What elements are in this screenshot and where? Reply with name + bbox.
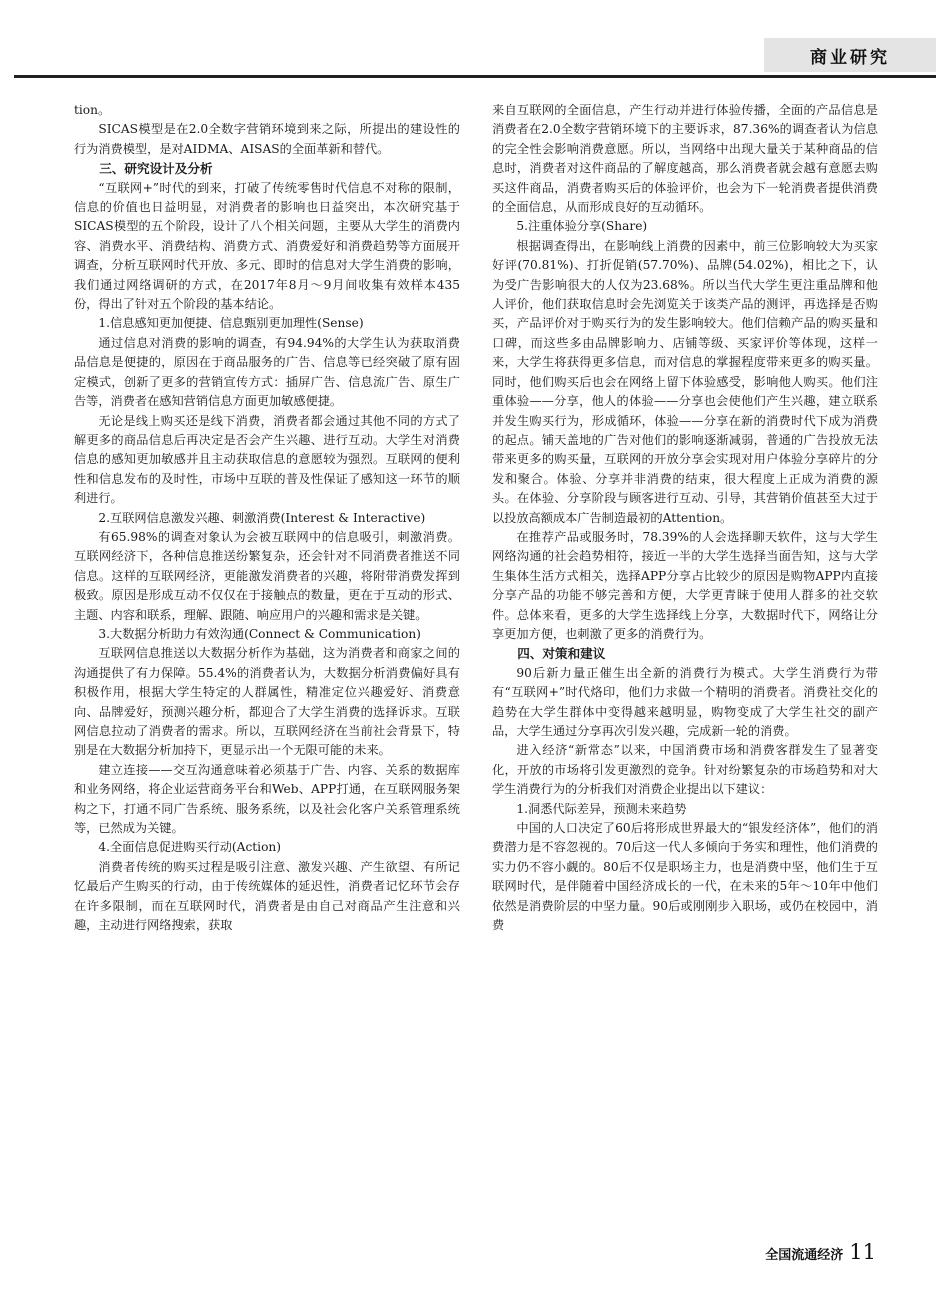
subsection-heading: 1.信息感知更加便捷、信息甄别更加理性(Sense): [98, 316, 364, 331]
paragraph: 消费者传统的购买过程是吸引注意、激发兴趣、产生欲望、有所记忆最后产生购买的行动，由于传统媒体的延迟性，消费者记忆环节会存在许多限制，而在互联网时代，消费者是由自己对商品产生注意和兴趣，主动进行网络搜索，获取: [74, 859, 460, 933]
paragraph: 通过信息对消费的影响的调查，有94.94%的大学生认为获取消费品信息是便捷的，原因在于商品服务的广告、信息等已经突破了原有固定模式，创新了更多的营销宣传方式：插屏广告、信息流广告、原生广告等，消费者在感知营销信息方面更加敏感便捷。: [74, 335, 460, 409]
paragraph: 无论是线上购买还是线下消费，消费者都会通过其他不同的方式了解更多的商品信息后再决定是否会产生兴趣、进行互动。大学生对消费信息的感知更加敏感并且主动获取信息的意愿较为强烈。互联网的便利性和信息发布的及时性，市场中互联的普及性保证了感知这一环节的顺利进行。: [74, 413, 460, 506]
paragraph: 进入经济“新常态”以来，中国消费市场和消费客群发生了显著变化，开放的市场将引发更激烈的竞争。针对纷繁复杂的市场趋势和对大学生消费行为的分析我们对消费企业提出以下建议：: [492, 743, 878, 797]
page-footer: [765, 1240, 876, 1264]
paragraph: 在推荐产品或服务时，78.39%的人会选择聊天软件，这与大学生网络沟通的社会趋势相符，接近一半的大学生选择当面告知，这与大学生集体生活方式相关，选择APP分享占比较少的原因是购物APP内直接分享产品的功能不够完善和方便，大学更青睐于使用人群多的社交软件。总体来看，更多的大学生选择线上分享，大数据时代下，网络让分享更加方便，也刺激了更多的消费行为。: [492, 529, 878, 641]
page-number: 11: [849, 1240, 876, 1264]
paragraph: tion。: [74, 103, 111, 117]
subsection-heading: 1.洞悉代际差异，预测未来趋势: [516, 801, 687, 816]
subsection-heading: 3.大数据分析助力有效沟通(Connect & Communication): [98, 626, 421, 641]
section-heading: 四、对策和建议: [517, 646, 606, 662]
paragraph: 中国的人口决定了60后将形成世界最大的“银发经济体”，他们的消费潜力是不容忽视的。70后这一代人多倾向于务实和理性，他们消费的实力仍不容小觑的。80后不仅是职场主力，也是消费中坚，他们生于互联网时代，是伴随着中国经济成长的一代，在未来的5年～10年中他们依然是消费阶层的中坚力量。90后或刚刚步入职场，或仍在校园中，消费: [492, 821, 878, 933]
subsection-heading: 5.注重体验分享(Share): [516, 219, 648, 234]
paragraph: 建立连接——交互沟通意味着必须基于广告、内容、关系的数据库和业务网络，将企业运营商务平台和Web、APP打通，在互联网服务架构之下，打通不同广告系统、服务系统，以及社会化客户关系管理系统等，已然成为关键。: [74, 762, 460, 836]
section-title: 商业研究: [810, 47, 890, 68]
subsection-heading: 2.互联网信息激发兴趣、刺激消费(Interest & Interactive): [98, 510, 426, 525]
paragraph: 根据调查得出，在影响线上消费的因素中，前三位影响较大为买家好评(70.81%)、打折促销(57.70%)、品牌(54.02%)，相比之下，认为受广告影响很大的人仅为23.68%。所以当代大学生更注重品牌和他人评价，他们获取信息时会先浏览关于该类产品的测评，再选择是否购买，产品评价对于购买行为的发生影响较大。他们信赖产品的购买量和口碑，而这些多由品牌影响力、店铺等级、买家评价等体现，这样一来，大学生将获得更多信息，而对信息的掌握程度带来更多的购买量。同时，他们购买后也会在网络上留下体验感受，影响他人购买。他们注重体验——分享，他人的体验——分享也会使他们产生兴趣，建立联系并发生购买行为，形成循环，体验——分享在新的消费时代下成为消费的起点。铺天盖地的广告对他们的影响逐渐减弱，普通的广告投放无法带来更多的购买量，互联网的开放分享会实现对用户体验分享碎片的分发和聚合。体验、分享并非消费的结束，很大程度上正成为消费的源头。在体验、分享阶段与顾客进行互动、引导，其营销价值甚至大过于以投放高额成本广告制造最初的Attention。: [492, 238, 878, 525]
subsection-heading: 4.全面信息促进购买行动(Action): [98, 840, 282, 855]
journal-name: 全国流通经济: [765, 1248, 844, 1263]
paragraph: “互联网+”时代的到来，打破了传统零售时代信息不对称的限制，信息的价值也日益明显，对消费者的影响也日益突出，本次研究基于SICAS模型的五个阶段，设计了八个相关问题，主要从大学生的消费内容、消费水平、消费结构、消费方式、消费爱好和消费趋势等方面展开调查，分析互联网时代开放、多元、即时的信息对大学生消费的影响，我们通过网络调研的方式，在2017年8月～9月间收集有效样本435份，得出了针对五个阶段的基本结论。: [74, 180, 460, 312]
paragraph: 有65.98%的调查对象认为会被互联网中的信息吸引，刺激消费。互联网经济下，各种信息推送纷繁复杂，还会针对不同消费者推送不同信息。这样的互联网经济，更能激发消费者的兴趣，将附带消费发挥到极致。原因是形成互动不仅仅在于接触点的数量，更在于互动的形式、主题、内容和联系，理解、跟随、响应用户的兴趣和需求是关键。: [74, 529, 460, 622]
paragraph: 90后新力量正催生出全新的消费行为模式。大学生消费行为带有“互联网+”时代烙印，他们力求做一个精明的消费者。消费社交化的趋势在大学生群体中变得越来越明显，购物变成了大学生社交的副产品，大学生通过分享再次引发兴趣，完成新一轮的消费。: [492, 665, 878, 738]
left-column: [74, 101, 460, 935]
right-column: [492, 101, 878, 935]
paragraph: SICAS模型是在2.0全数字营销环境到来之际，所提出的建设性的行为消费模型，是对AIDMA、AISAS的全面革新和替代。: [74, 122, 460, 156]
section-heading: 三、研究设计及分析: [99, 161, 213, 177]
section-title-tag: [764, 38, 936, 72]
paragraph: 来自互联网的全面信息，产生行动并进行体验传播，全面的产品信息是消费者在2.0全数字营销环境下的主要诉求，87.36%的调查者认为信息的完全性会影响消费意愿。所以，当网络中出现大量关于某种商品的信息时，消费者对这件商品的了解度越高，那么消费者就会越有意愿去购买这件商品，消费者购买后的体验评价，也会为下一轮消费者提供消费的全面信息，从而形成良好的互动循环。: [492, 103, 878, 215]
header-rule: [14, 75, 936, 78]
paragraph: 互联网信息推送以大数据分析作为基础，这为消费者和商家之间的沟通提供了有力保障。55.4%的消费者认为，大数据分析消费偏好具有积极作用，根据大学生特定的人群属性，精准定位兴趣爱好、消费意向、品牌爱好，预测兴趣分析，都迎合了大学生消费的选择诉求。互联网信息拉动了消费者的需求。所以，互联网经济在当前社会背景下，特别是在大数据分析加持下，更显示出一个无限可能的未来。: [74, 646, 460, 758]
